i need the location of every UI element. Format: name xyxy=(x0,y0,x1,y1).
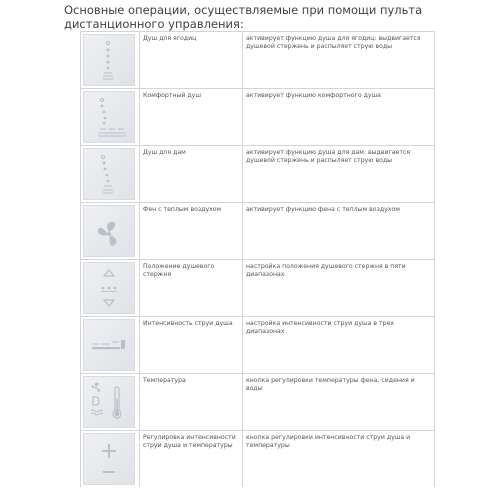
temperature-icon xyxy=(84,377,134,427)
table-row xyxy=(81,146,435,203)
table-row xyxy=(81,89,435,146)
position-arrows-icon xyxy=(84,263,134,313)
operation-name: Положение душевого стержня xyxy=(143,263,215,278)
icon-cell xyxy=(81,203,140,260)
operation-name-cell xyxy=(140,374,243,431)
plus-minus-button xyxy=(83,433,135,485)
ladies-shower-icon xyxy=(84,149,134,199)
rear-shower-button xyxy=(83,34,135,86)
intensity-button xyxy=(83,319,135,371)
operation-description: активирует функцию душа для дам: выдвигается душевой стержень и распыляет струю воды xyxy=(246,149,411,164)
operation-description: активирует функцию душа для ягодиц: выдвигается душевой стержень и распыляет струю воды xyxy=(246,35,421,50)
operation-name-cell xyxy=(140,146,243,203)
icon-cell xyxy=(81,89,140,146)
operation-description: настройка положения душевого стержня в пяти диапазонах xyxy=(246,263,406,278)
intensity-icon xyxy=(84,320,134,370)
operation-name: Регулировка интенсивности струи душа и температуры xyxy=(143,434,236,449)
operation-description-cell xyxy=(243,203,435,260)
fan-icon xyxy=(84,206,134,256)
table-row xyxy=(81,374,435,431)
operation-description-cell xyxy=(243,89,435,146)
operation-description-cell xyxy=(243,374,435,431)
table-row xyxy=(81,203,435,260)
temperature-button xyxy=(83,376,135,428)
icon-cell xyxy=(81,317,140,374)
page-heading: Основные операции, осуществляемые при помощи пульта дистанционного управления: xyxy=(64,3,423,31)
table-row xyxy=(81,32,435,89)
operation-description: активирует функцию комфортного душа xyxy=(246,92,381,99)
operation-description-cell xyxy=(243,260,435,317)
icon-cell xyxy=(81,260,140,317)
icon-cell xyxy=(81,431,140,488)
operations-table xyxy=(80,31,435,487)
fan-button xyxy=(83,205,135,257)
comfort-shower-button xyxy=(83,91,135,143)
operation-name: Интенсивность струи душа xyxy=(143,320,233,327)
operation-name-cell xyxy=(140,260,243,317)
operation-name: Душ для ягодиц xyxy=(143,35,197,42)
operation-name-cell xyxy=(140,32,243,89)
rear-shower-icon xyxy=(84,35,134,85)
operation-name-cell xyxy=(140,431,243,488)
operation-description-cell xyxy=(243,146,435,203)
table-row xyxy=(81,431,435,488)
icon-cell xyxy=(81,374,140,431)
operation-name: Температура xyxy=(143,377,186,384)
operation-description: кнопка регулировки интенсивности струи душа и температуры xyxy=(246,434,411,449)
position-button xyxy=(83,262,135,314)
operation-name-cell xyxy=(140,89,243,146)
operation-name: Комфортный душ xyxy=(143,92,201,99)
operation-name-cell xyxy=(140,317,243,374)
icon-cell xyxy=(81,146,140,203)
operation-name: Фен с теплым воздухом xyxy=(143,206,222,213)
operation-description-cell xyxy=(243,431,435,488)
operation-description: активирует функцию фена с теплым воздухом xyxy=(246,206,400,213)
ladies-shower-button xyxy=(83,148,135,200)
operation-description-cell xyxy=(243,32,435,89)
comfort-shower-icon xyxy=(84,92,134,142)
operation-description: настройка интенсивности струи душа в трех диапазонах xyxy=(246,320,395,335)
operation-description-cell xyxy=(243,317,435,374)
plus-minus-icon xyxy=(84,434,134,484)
operation-description: кнопка регулировки температуры фена, сидения и воды xyxy=(246,377,415,392)
table-row xyxy=(81,260,435,317)
icon-cell xyxy=(81,32,140,89)
operation-name-cell xyxy=(140,203,243,260)
operation-name: Душ для дам xyxy=(143,149,186,156)
table-row xyxy=(81,317,435,374)
